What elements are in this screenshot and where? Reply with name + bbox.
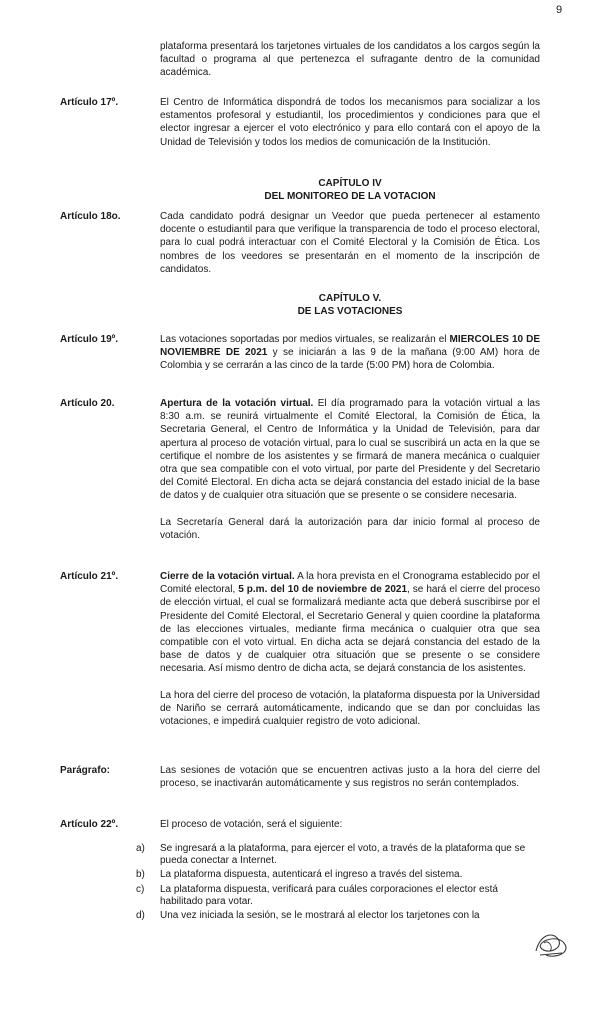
- article-21-heading: Cierre de la votación virtual.: [160, 571, 295, 582]
- article-21-para2: La hora del cierre del proceso de votación, la plataforma dispuesta por la Universidad de Nariño se cerrará automáticamente, indicando que se dan por concluidas las votaciones, e impedirá cualquier registro de voto adicional.: [160, 689, 540, 728]
- list-item-text: La plataforma dispuesta, verificará para cuáles corporaciones el elector está habilitado para votar.: [160, 883, 498, 907]
- article-19-text-a: Las votaciones soportadas por medios virtuales, se realizarán el: [160, 334, 450, 345]
- chapter-4-heading: [160, 177, 540, 203]
- article-22-list-wrap: [136, 843, 540, 924]
- list-item-text: Se ingresará a la plataforma, para ejercer el voto, a través de la plataforma que se pueda conectar a Internet.: [160, 843, 526, 867]
- article-19-text: [160, 333, 540, 373]
- list-item-letter: d): [136, 910, 145, 922]
- article-17-text: El Centro de Informática dispondrá de todos los mecanismos para socializar a los estamentos profesoral y estudiantil, los procedimientos y condiciones para que el elector ingresar a ejercer el voto electrónico y para ello contará con el apoyo de la Unidad de Televisión y todos los medios de comunicación de la Institución.: [160, 97, 540, 148]
- list-item-letter: a): [136, 843, 145, 854]
- list-item: [136, 883, 540, 908]
- article-20-text: [160, 397, 540, 555]
- paragrafo-text: Las sesiones de votación que se encuentren activas justo a la hora del cierre del proceso, se inactivarán automáticamente y sus registros no serán contemplados.: [160, 765, 540, 790]
- chapter-4-subtitle: DEL MONITOREO DE LA VOTACION: [264, 191, 436, 202]
- article-21-label: Artículo 21º.: [60, 571, 119, 582]
- paragrafo-label: Parágrafo:: [60, 765, 111, 776]
- article-21-body-b: , se hará el cierre del proceso de elección virtual, el cual se formalizará mediante acta que deberá suscribirse por el Presidente del Comité Electoral, el Secretario General y quien coordine la plataforma de las elecciones virtuales, mediante firma mecánica o cualquier otra que sea compatible con el voto virtual. En dicha acta se dejará constancia del estado de la base de datos y de cualquier otra situación que se presente o se considere necesaria. Así mismo dentro de dicha acta, se dejará constancia de los asistentes.: [160, 584, 541, 675]
- list-item-text: La plataforma dispuesta, autenticará el ingreso a través del sistema.: [160, 869, 463, 881]
- chapter-5-title: CAPÍTULO V.: [318, 293, 382, 304]
- article-18-text: Cada candidato podrá designar un Veedor que pueda pertenecer al estamento docente o estudiantil para que verifique la transparencia de todo el proceso electoral, para lo cual podrá interactuar con el Comité Electoral y la Comisión de Ética. Los nombres de los veedores se presentarán en el momento de la inscripción de candidatos.: [160, 211, 540, 275]
- article-18-label: Artículo 18o.: [60, 211, 121, 222]
- article-22-text: El proceso de votación, será el siguiente:: [160, 819, 343, 830]
- article-20-label: Artículo 20.: [60, 398, 115, 409]
- article-21-text: [160, 570, 540, 741]
- chapter-4-title: CAPÍTULO IV: [318, 178, 382, 189]
- article-22-label: Artículo 22º.: [60, 819, 119, 830]
- article-21-datetime: 5 p.m. del 10 de noviembre de 2021: [238, 584, 408, 596]
- intro-paragraph: plataforma presentará los tarjetones virtuales de los candidatos a los cargos según la facultad o programa al que pertenezca el sufragante dentro de la comunidad académica.: [160, 41, 540, 79]
- list-item: [136, 869, 540, 881]
- article-20-body: El día programado para la votación virtual a las 8:30 a.m. se reunirá virtualmente el Comité Electoral, la Comisión de Ética, la Secretaria General, el Centro de Informática y la Unidad de Televisión, para dar apertura al proceso de votación virtual, para lo cual se suscribirá un acta en la que se certifique el nombre de los asistentes y se firmará de manera mecánica o cualquier otra que sea compatible con el voto virtual, por parte del Presidente y del Secretario del Comité Electoral. En dicha acta se dejará constancia del estado inicial de la base de datos y de cualquier otra situación que se presente o se considere necesaria.: [160, 398, 540, 502]
- article-20-heading: Apertura de la votación virtual.: [160, 398, 314, 409]
- article-21-body-a: A la hora prevista en el Cronograma establecido por el Comité electoral,: [160, 571, 541, 596]
- article-19-text-b: y se iniciarán a las 9 de la mañana (9:00 AM) hora de Colombia y se cerrarán a las cinco de la tarde (5:00 PM) hora de Colombia.: [160, 347, 540, 372]
- chapter-5-heading: [160, 292, 540, 318]
- signature-mark: [530, 925, 570, 965]
- article-19-label: Artículo 19º.: [60, 334, 119, 345]
- article-17-label: Artículo 17º.: [60, 97, 119, 108]
- list-item: [136, 843, 540, 867]
- list-item: [136, 910, 540, 922]
- chapter-5-subtitle: DE LAS VOTACIONES: [297, 306, 403, 317]
- page-number: 9: [556, 4, 563, 16]
- article-20-para2: La Secretaría General dará la autorización para dar inicio formal al proceso de votación.: [160, 516, 540, 541]
- list-item-letter: b): [136, 869, 145, 881]
- list-item-letter: c): [136, 883, 145, 895]
- article-22-list: [136, 843, 540, 922]
- article-19-date: MIERCOLES 10 DE NOVIEMBRE DE 2021: [160, 334, 540, 359]
- list-item-text: Una vez iniciada la sesión, se le mostrará al elector los tarjetones con la: [160, 910, 480, 922]
